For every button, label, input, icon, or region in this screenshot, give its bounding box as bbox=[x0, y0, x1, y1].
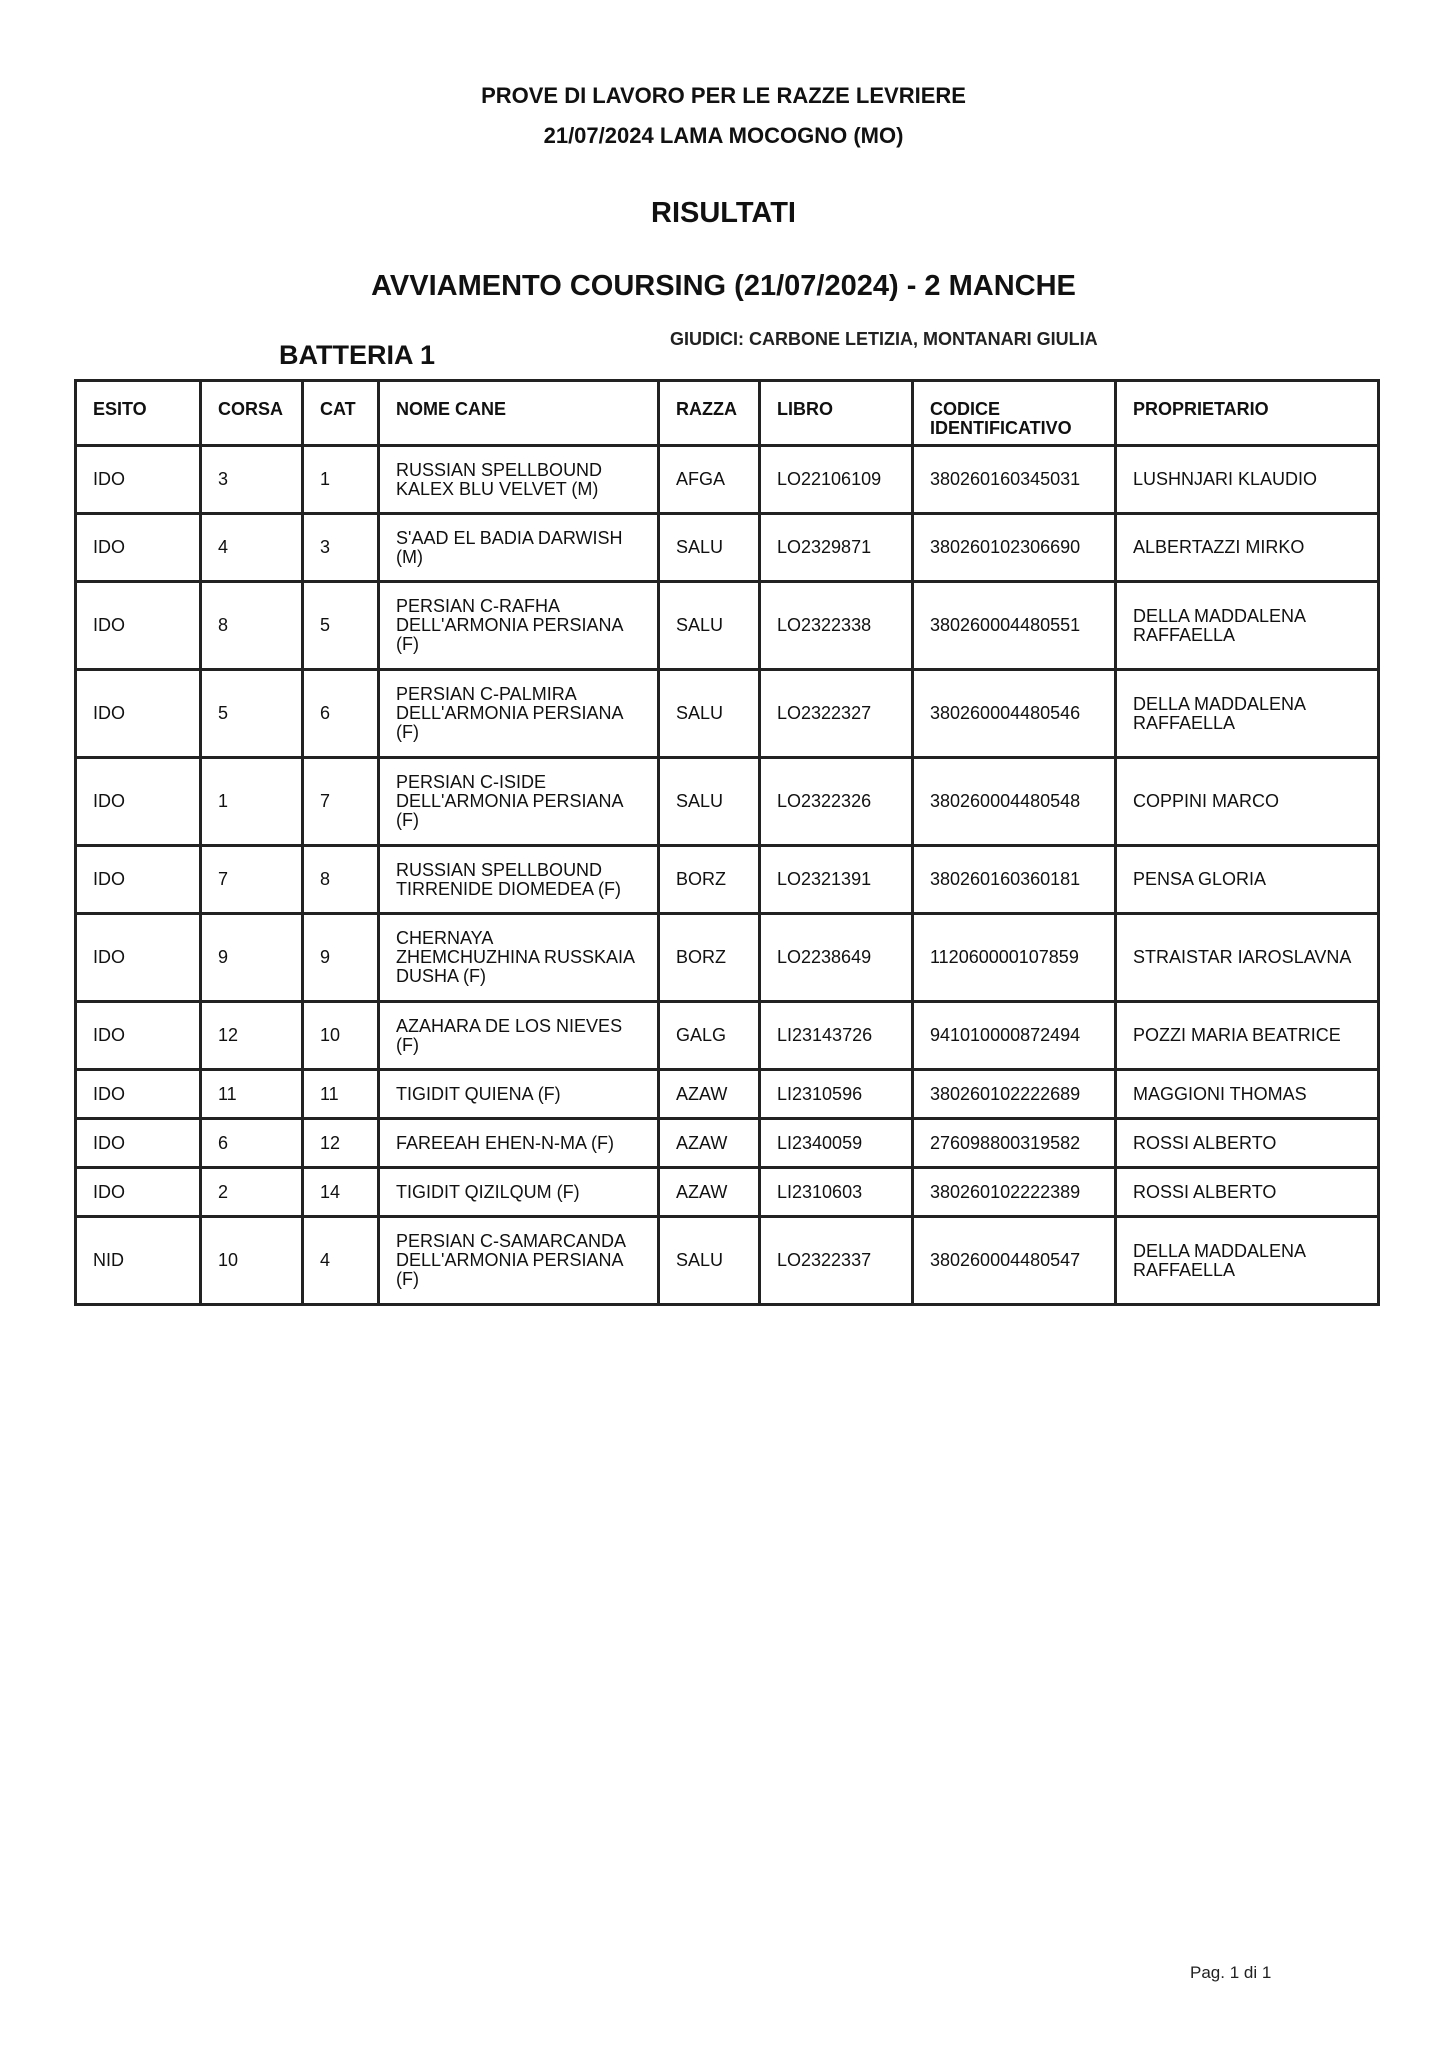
cell-nome-cane: AZAHARA DE LOS NIEVES (F) bbox=[379, 1002, 659, 1070]
cell-esito: IDO bbox=[76, 582, 201, 670]
cell-cat: 12 bbox=[303, 1119, 379, 1168]
column-header-codice-identificativo: CODICE IDENTIFICATIVO bbox=[913, 381, 1116, 446]
cell-cat: 14 bbox=[303, 1168, 379, 1217]
column-header-nome-cane: NOME CANE bbox=[379, 381, 659, 446]
cell-libro: LO2322337 bbox=[760, 1217, 913, 1305]
cell-proprietario: MAGGIONI THOMAS bbox=[1116, 1070, 1379, 1119]
table-row bbox=[76, 1002, 1379, 1070]
cell-proprietario: PENSA GLORIA bbox=[1116, 846, 1379, 914]
cell-esito: IDO bbox=[76, 514, 201, 582]
cell-codice-identificativo: 380260004480546 bbox=[913, 670, 1116, 758]
cell-libro: LO2321391 bbox=[760, 846, 913, 914]
table-row bbox=[76, 514, 1379, 582]
cell-cat: 8 bbox=[303, 846, 379, 914]
cell-corsa: 10 bbox=[201, 1217, 303, 1305]
cell-razza: AFGA bbox=[659, 446, 760, 514]
cell-cat: 4 bbox=[303, 1217, 379, 1305]
group-title: BATTERIA 1 bbox=[279, 340, 436, 370]
cell-proprietario: LUSHNJARI KLAUDIO bbox=[1116, 446, 1379, 514]
cell-libro: LO2322326 bbox=[760, 758, 913, 846]
table-row bbox=[76, 446, 1379, 514]
cell-libro: LO2322338 bbox=[760, 582, 913, 670]
cell-razza: AZAW bbox=[659, 1070, 760, 1119]
cell-nome-cane: TIGIDIT QUIENA (F) bbox=[379, 1070, 659, 1119]
cell-corsa: 4 bbox=[201, 514, 303, 582]
table-row bbox=[76, 846, 1379, 914]
cell-corsa: 11 bbox=[201, 1070, 303, 1119]
column-header-libro: LIBRO bbox=[760, 381, 913, 446]
cell-codice-identificativo: 112060000107859 bbox=[913, 914, 1116, 1002]
column-header-esito: ESITO bbox=[76, 381, 201, 446]
cell-proprietario: POZZI MARIA BEATRICE bbox=[1116, 1002, 1379, 1070]
cell-libro: LI2310596 bbox=[760, 1070, 913, 1119]
table-row bbox=[76, 1119, 1379, 1168]
cell-razza: BORZ bbox=[659, 914, 760, 1002]
cell-nome-cane: CHERNAYA ZHEMCHUZHINA RUSSKAIA DUSHA (F) bbox=[379, 914, 659, 1002]
cell-cat: 5 bbox=[303, 582, 379, 670]
cell-esito: IDO bbox=[76, 846, 201, 914]
table-row bbox=[76, 670, 1379, 758]
results-table bbox=[74, 379, 1380, 1306]
cell-libro: LI2340059 bbox=[760, 1119, 913, 1168]
cell-codice-identificativo: 380260160345031 bbox=[913, 446, 1116, 514]
cell-esito: IDO bbox=[76, 1070, 201, 1119]
cell-cat: 11 bbox=[303, 1070, 379, 1119]
cell-esito: IDO bbox=[76, 914, 201, 1002]
table-row bbox=[76, 1168, 1379, 1217]
table-row bbox=[76, 582, 1379, 670]
cell-libro: LO2322327 bbox=[760, 670, 913, 758]
cell-razza: SALU bbox=[659, 758, 760, 846]
cell-esito: IDO bbox=[76, 670, 201, 758]
cell-libro: LI2310603 bbox=[760, 1168, 913, 1217]
cell-esito: IDO bbox=[76, 1002, 201, 1070]
cell-proprietario: ROSSI ALBERTO bbox=[1116, 1168, 1379, 1217]
page-title: RISULTATI bbox=[651, 197, 796, 229]
cell-esito: NID bbox=[76, 1217, 201, 1305]
cell-cat: 10 bbox=[303, 1002, 379, 1070]
cell-nome-cane: PERSIAN C-SAMARCANDA DELL'ARMONIA PERSIANA (F) bbox=[379, 1217, 659, 1305]
judges-line: GIUDICI: CARBONE LETIZIA, MONTANARI GIULIA bbox=[670, 329, 1098, 349]
cell-corsa: 6 bbox=[201, 1119, 303, 1168]
cell-esito: IDO bbox=[76, 1119, 201, 1168]
cell-libro: LO2329871 bbox=[760, 514, 913, 582]
cell-corsa: 9 bbox=[201, 914, 303, 1002]
cell-corsa: 5 bbox=[201, 670, 303, 758]
cell-libro: LO2238649 bbox=[760, 914, 913, 1002]
table-row bbox=[76, 758, 1379, 846]
cell-proprietario: STRAISTAR IAROSLAVNA bbox=[1116, 914, 1379, 1002]
cell-nome-cane: TIGIDIT QIZILQUM (F) bbox=[379, 1168, 659, 1217]
column-header-cat: CAT bbox=[303, 381, 379, 446]
table-row bbox=[76, 1070, 1379, 1119]
cell-cat: 7 bbox=[303, 758, 379, 846]
cell-cat: 1 bbox=[303, 446, 379, 514]
cell-codice-identificativo: 380260004480547 bbox=[913, 1217, 1116, 1305]
header-line-2: 21/07/2024 LAMA MOCOGNO (MO) bbox=[543, 123, 904, 148]
cell-codice-identificativo: 380260004480551 bbox=[913, 582, 1116, 670]
cell-razza: BORZ bbox=[659, 846, 760, 914]
cell-codice-identificativo: 941010000872494 bbox=[913, 1002, 1116, 1070]
cell-corsa: 3 bbox=[201, 446, 303, 514]
cell-esito: IDO bbox=[76, 446, 201, 514]
cell-corsa: 2 bbox=[201, 1168, 303, 1217]
event-title: AVVIAMENTO COURSING (21/07/2024) - 2 MANCHE bbox=[371, 270, 1076, 302]
cell-cat: 9 bbox=[303, 914, 379, 1002]
cell-codice-identificativo: 380260102222689 bbox=[913, 1070, 1116, 1119]
cell-nome-cane: PERSIAN C-RAFHA DELL'ARMONIA PERSIANA (F) bbox=[379, 582, 659, 670]
cell-nome-cane: PERSIAN C-ISIDE DELL'ARMONIA PERSIANA (F) bbox=[379, 758, 659, 846]
column-header-corsa: CORSA bbox=[201, 381, 303, 446]
header-line-1: PROVE DI LAVORO PER LE RAZZE LEVRIERE bbox=[481, 83, 966, 108]
cell-razza: SALU bbox=[659, 670, 760, 758]
cell-corsa: 8 bbox=[201, 582, 303, 670]
cell-cat: 6 bbox=[303, 670, 379, 758]
table-row bbox=[76, 914, 1379, 1002]
cell-nome-cane: RUSSIAN SPELLBOUND TIRRENIDE DIOMEDEA (F) bbox=[379, 846, 659, 914]
cell-razza: AZAW bbox=[659, 1168, 760, 1217]
cell-proprietario: ALBERTAZZI MIRKO bbox=[1116, 514, 1379, 582]
cell-nome-cane: FAREEAH EHEN-N-MA (F) bbox=[379, 1119, 659, 1168]
cell-nome-cane: S'AAD EL BADIA DARWISH (M) bbox=[379, 514, 659, 582]
column-header-proprietario: PROPRIETARIO bbox=[1116, 381, 1379, 446]
cell-cat: 3 bbox=[303, 514, 379, 582]
cell-libro: LO22106109 bbox=[760, 446, 913, 514]
results-body bbox=[76, 446, 1379, 1305]
page-number: Pag. 1 di 1 bbox=[1190, 1963, 1272, 1982]
cell-corsa: 12 bbox=[201, 1002, 303, 1070]
cell-razza: SALU bbox=[659, 1217, 760, 1305]
cell-corsa: 1 bbox=[201, 758, 303, 846]
cell-codice-identificativo: 380260102222389 bbox=[913, 1168, 1116, 1217]
cell-proprietario: ROSSI ALBERTO bbox=[1116, 1119, 1379, 1168]
cell-esito: IDO bbox=[76, 1168, 201, 1217]
cell-codice-identificativo: 276098800319582 bbox=[913, 1119, 1116, 1168]
cell-razza: GALG bbox=[659, 1002, 760, 1070]
cell-razza: SALU bbox=[659, 514, 760, 582]
cell-codice-identificativo: 380260102306690 bbox=[913, 514, 1116, 582]
cell-proprietario: DELLA MADDALENA RAFFAELLA bbox=[1116, 670, 1379, 758]
column-header-razza: RAZZA bbox=[659, 381, 760, 446]
cell-codice-identificativo: 380260160360181 bbox=[913, 846, 1116, 914]
cell-proprietario: DELLA MADDALENA RAFFAELLA bbox=[1116, 582, 1379, 670]
table-row bbox=[76, 1217, 1379, 1305]
cell-razza: SALU bbox=[659, 582, 760, 670]
cell-nome-cane: RUSSIAN SPELLBOUND KALEX BLU VELVET (M) bbox=[379, 446, 659, 514]
table-header-row bbox=[76, 381, 1379, 446]
cell-proprietario: DELLA MADDALENA RAFFAELLA bbox=[1116, 1217, 1379, 1305]
cell-razza: AZAW bbox=[659, 1119, 760, 1168]
cell-corsa: 7 bbox=[201, 846, 303, 914]
cell-codice-identificativo: 380260004480548 bbox=[913, 758, 1116, 846]
cell-proprietario: COPPINI MARCO bbox=[1116, 758, 1379, 846]
cell-nome-cane: PERSIAN C-PALMIRA DELL'ARMONIA PERSIANA (F) bbox=[379, 670, 659, 758]
cell-esito: IDO bbox=[76, 758, 201, 846]
cell-libro: LI23143726 bbox=[760, 1002, 913, 1070]
